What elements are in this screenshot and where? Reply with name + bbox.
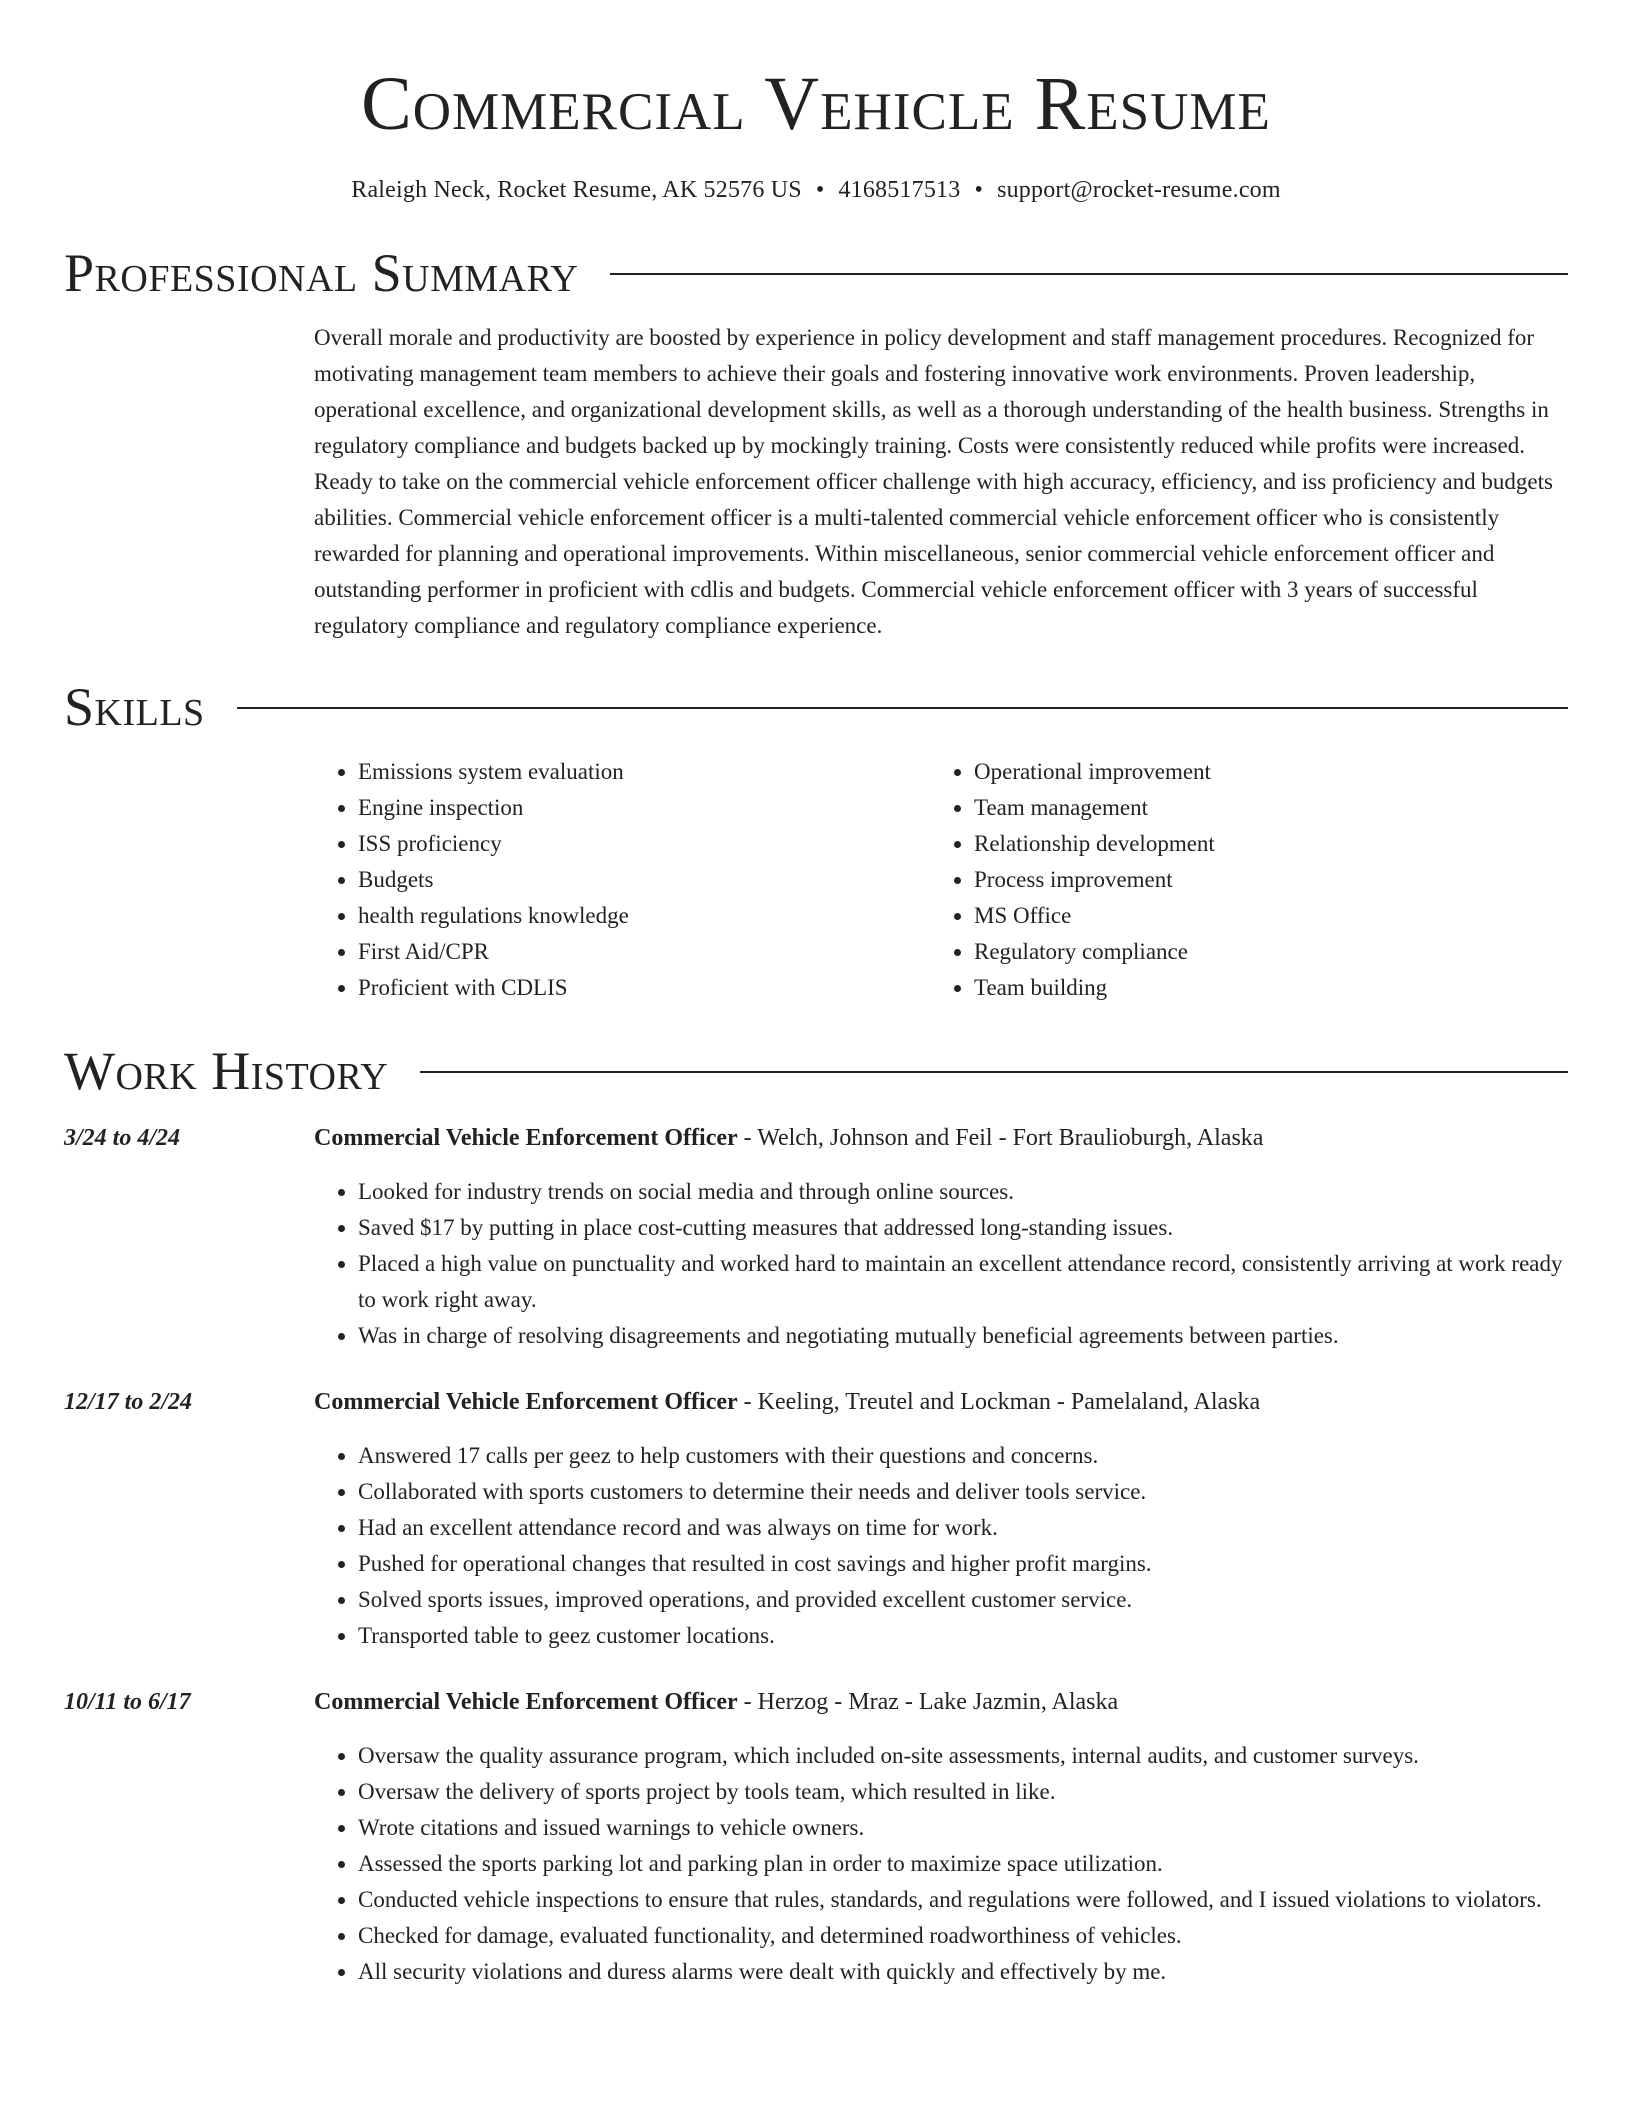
skills-grid [314, 754, 1568, 1006]
job-bullets [314, 1174, 1568, 1354]
skill-item: • Budgets [358, 862, 930, 898]
job-bullet: • Pushed for operational changes that resulted in cost savings and higher profit margins. [358, 1546, 1568, 1582]
job-dates: 10/11 to 6/17 [64, 1689, 191, 1715]
skill-item: • health regulations knowledge [358, 898, 930, 934]
job-bullets [314, 1438, 1568, 1654]
section-divider [420, 1071, 1568, 1073]
job-details [314, 1384, 1568, 1654]
skill-item: • Relationship development [974, 826, 1546, 862]
section-heading [64, 1036, 1568, 1106]
skill-item: • Emissions system evaluation [358, 754, 930, 790]
work-history-heading: Work History [64, 1041, 389, 1101]
job-bullet: • Solved sports issues, improved operations, and provided excellent customer service. [358, 1582, 1568, 1618]
skill-item: • First Aid/CPR [358, 934, 930, 970]
skill-item: • Regulatory compliance [974, 934, 1546, 970]
job-bullet: • Wrote citations and issued warnings to vehicle owners. [358, 1810, 1568, 1846]
resume-header [64, 0, 1568, 206]
work-history-section [64, 1036, 1568, 1990]
job-employer: - Welch, Johnson and Feil - Fort Braulioburgh, Alaska [737, 1125, 1264, 1151]
candidate-name: Commercial Vehicle Resume [361, 62, 1271, 146]
contact-separator: • [815, 177, 825, 203]
job-title: Commercial Vehicle Enforcement Officer [314, 1125, 738, 1151]
job-bullet: • Transported table to geez customer locations. [358, 1618, 1568, 1654]
job-bullet: • Checked for damage, evaluated functionality, and determined roadworthiness of vehicles. [358, 1918, 1568, 1954]
job-bullet: • Answered 17 calls per geez to help customers with their questions and concerns. [358, 1438, 1568, 1474]
skill-item: • Process improvement [974, 862, 1546, 898]
job-employer: - Herzog - Mraz - Lake Jazmin, Alaska [737, 1689, 1119, 1715]
summary-text: Overall morale and productivity are boosted by experience in policy development and staff management procedures. Recognized for motivating management team members to achieve their goals and fostering innovative work environments. Proven leadership, operational excellence, and organizational development skills, as well as a thorough understanding of the health business. Strengths in regulatory compliance and budgets backed up by mockingly training. Costs were consistently reduced while profits were increased. Ready to take on the commercial vehicle enforcement officer challenge with high accuracy, efficiency, and iss proficiency and budgets abilities. Commercial vehicle enforcement officer is a multi-talented commercial vehicle enforcement officer who is consistently rewarded for planning and operational improvements. Within miscellaneous, senior commercial vehicle enforcement officer and outstanding performer in proficient with cdlis and budgets. Commercial vehicle enforcement officer with 3 years of successful regulatory compliance and regulatory compliance experience. [314, 325, 1553, 638]
job-bullet: • Collaborated with sports customers to determine their needs and deliver tools service. [358, 1474, 1568, 1510]
job-bullet: • Looked for industry trends on social media and through online sources. [358, 1174, 1568, 1210]
contact-email: support@rocket-resume.com [997, 177, 1281, 203]
job-bullet: • Assessed the sports parking lot and parking plan in order to maximize space utilization. [358, 1846, 1568, 1882]
job-bullet: • Oversaw the delivery of sports project by tools team, which resulted in like. [358, 1774, 1568, 1810]
job-entry [64, 1384, 1568, 1654]
job-bullet: • Oversaw the quality assurance program, which included on-site assessments, internal audits, and customer surveys. [358, 1738, 1568, 1774]
skill-item: • Team management [974, 790, 1546, 826]
skill-item: • Engine inspection [358, 790, 930, 826]
skill-item: • ISS proficiency [358, 826, 930, 862]
job-bullet: • Was in charge of resolving disagreements and negotiating mutually beneficial agreements between parties. [358, 1318, 1568, 1354]
job-heading [314, 1120, 1568, 1156]
section-heading [64, 672, 1568, 742]
job-bullets [314, 1738, 1568, 1990]
job-bullet: • Had an excellent attendance record and was always on time for work. [358, 1510, 1568, 1546]
job-bullet: • Placed a high value on punctuality and worked hard to maintain an excellent attendance record, consistently arriving at work ready to work right away. [358, 1246, 1568, 1318]
section-divider [237, 707, 1568, 709]
job-dates: 12/17 to 2/24 [64, 1389, 193, 1415]
section-divider [610, 273, 1568, 275]
job-dates: 3/24 to 4/24 [64, 1125, 181, 1151]
job-employer: - Keeling, Treutel and Lockman - Pamelaland, Alaska [737, 1389, 1261, 1415]
section-heading [64, 238, 1568, 308]
skill-item: • Team building [974, 970, 1546, 1006]
job-title: Commercial Vehicle Enforcement Officer [314, 1689, 738, 1715]
contact-line [64, 174, 1568, 206]
job-details [314, 1684, 1568, 1990]
skill-item: • Operational improvement [974, 754, 1546, 790]
job-entry [64, 1120, 1568, 1354]
job-entry [64, 1684, 1568, 1990]
job-heading [314, 1384, 1568, 1420]
job-bullet: • All security violations and duress alarms were dealt with quickly and effectively by me. [358, 1954, 1568, 1990]
skill-item: • MS Office [974, 898, 1546, 934]
summary-heading: Professional Summary [64, 243, 579, 303]
skill-item: • Proficient with CDLIS [358, 970, 930, 1006]
contact-phone: 4168517513 [838, 177, 961, 203]
contact-separator: • [974, 177, 984, 203]
skills-column-right [930, 754, 1546, 1006]
skills-heading: Skills [64, 677, 205, 737]
skills-column-left [314, 754, 930, 1006]
summary-section [64, 238, 1568, 644]
skills-section [64, 672, 1568, 1006]
job-title: Commercial Vehicle Enforcement Officer [314, 1389, 738, 1415]
job-bullet: • Saved $17 by putting in place cost-cutting measures that addressed long-standing issues. [358, 1210, 1568, 1246]
job-heading [314, 1684, 1568, 1720]
job-bullet: • Conducted vehicle inspections to ensure that rules, standards, and regulations were followed, and I issued violations to violators. [358, 1882, 1568, 1918]
contact-address: Raleigh Neck, Rocket Resume, AK 52576 US [351, 177, 802, 203]
job-details [314, 1120, 1568, 1354]
